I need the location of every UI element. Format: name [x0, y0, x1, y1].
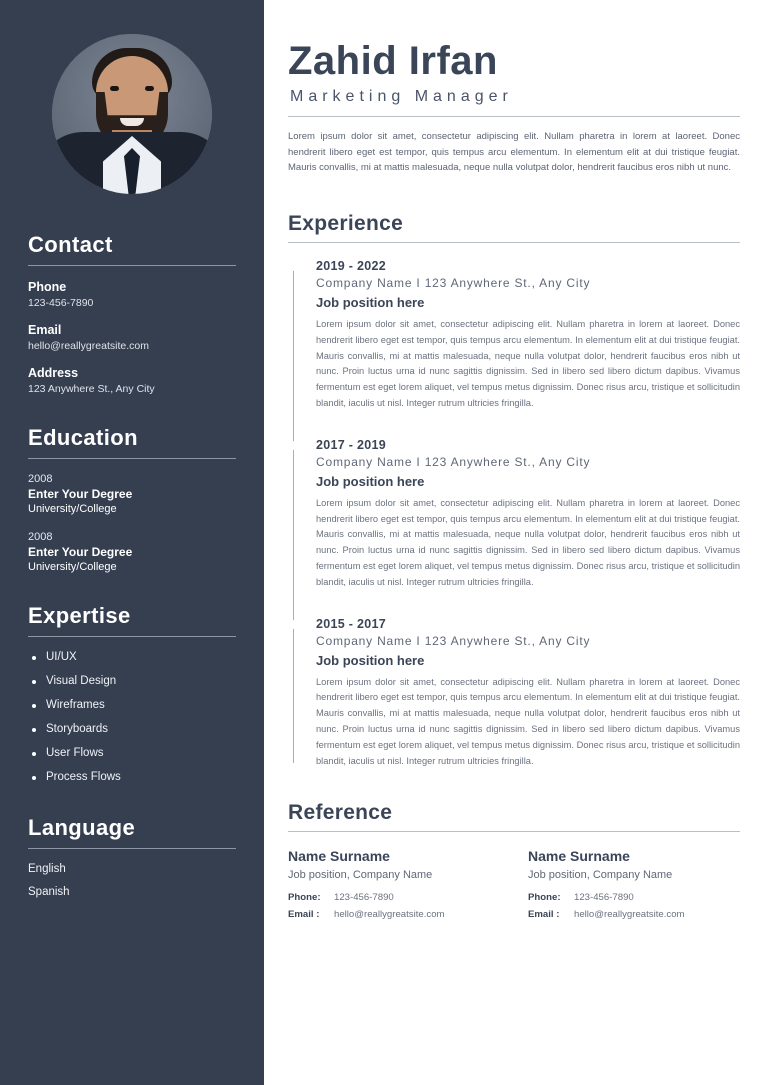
- reference-section: [288, 801, 740, 926]
- education-heading: Education: [28, 425, 138, 450]
- reference-email-line: [528, 909, 740, 920]
- reference-name: Name Surname: [288, 848, 390, 865]
- expertise-section: [28, 603, 236, 783]
- language-heading-rule: [28, 848, 236, 849]
- education-school: University/College: [28, 503, 117, 515]
- page-title: Zahid Irfan: [288, 39, 498, 83]
- experience-description: Lorem ipsum dolor sit amet, consectetur adipiscing elit. Nullam pharetra in lorem at laoreet. Donec hendrerit libero eget est tempor, quis tempus arcu elementum. In elementum elit at dui tristique feugiat. Mauris convallis, mi at mattis malesuada, neque nulla volutpat dolor, hendrerit faucibus eros nibh ut nunc. Proin luctus urna id nunc sagittis dignissim. Sed in libero sed libero dictum dapibus. Vivamus fermentum est eget lorem aliquet, vel tempus metus dignissim. Donec risus arcu, tristique et sollicitudin blandit, iaculis ut nisl. Integer rutrum ultricies fringilla.: [316, 319, 740, 408]
- timeline-dot-icon: [288, 262, 297, 271]
- reference-phone-value: 123-456-7890: [334, 892, 394, 904]
- contact-heading-rule: [28, 265, 236, 266]
- experience-item: [316, 438, 740, 591]
- timeline-dot-icon: [288, 441, 297, 450]
- list-item: UI/UX: [28, 651, 236, 663]
- education-degree: Enter Your Degree: [28, 487, 133, 501]
- education-school: University/College: [28, 561, 117, 573]
- experience-company: Company Name I 123 Anywhere St., Any City: [316, 454, 591, 469]
- reference-name: Name Surname: [528, 848, 630, 865]
- experience-timeline: [288, 259, 740, 769]
- expertise-list: [28, 651, 236, 783]
- experience-section: [288, 212, 740, 769]
- reference-email-label: Email :: [528, 909, 560, 921]
- reference-phone-line: [288, 892, 500, 903]
- education-section: [28, 425, 236, 573]
- reference-phone-line: [528, 892, 740, 903]
- reference-phone-value: 123-456-7890: [574, 892, 634, 904]
- experience-company: Company Name I 123 Anywhere St., Any City: [316, 633, 591, 648]
- contact-item-email: [28, 323, 236, 352]
- header-rule: [288, 116, 740, 117]
- contact-value-email: hello@reallygreatsite.com: [28, 340, 149, 352]
- contact-label-phone: Phone: [28, 280, 67, 294]
- expertise-heading-rule: [28, 636, 236, 637]
- contact-value-address: 123 Anywhere St., Any City: [28, 383, 155, 395]
- experience-item: [316, 617, 740, 770]
- education-year: 2008: [28, 531, 53, 543]
- experience-item: [316, 259, 740, 412]
- experience-years: 2015 - 2017: [316, 616, 387, 631]
- profile-summary: Lorem ipsum dolor sit amet, consectetur adipiscing elit. Nullam pharetra in lorem at laoreet. Donec hendrerit libero eget est tempor, quis tempus arcu elementum. In elementum elit at dui tristique feugiat. Mauris convallis, mi at mattis malesuada, neque nulla volutpat dolor, hendrerit faucibus eros nibh ut nunc.: [288, 131, 740, 174]
- list-item: Process Flows: [28, 771, 236, 783]
- education-heading-rule: [28, 458, 236, 459]
- reference-email-value: hello@reallygreatsite.com: [574, 909, 685, 921]
- contact-item-address: [28, 366, 236, 395]
- education-item: [28, 531, 236, 573]
- reference-item: [288, 848, 500, 926]
- language-section: [28, 815, 236, 898]
- education-degree: Enter Your Degree: [28, 545, 133, 559]
- reference-phone-label: Phone:: [288, 892, 321, 904]
- experience-years: 2019 - 2022: [316, 259, 387, 274]
- portrait-eye-right: [145, 86, 154, 91]
- language-heading: Language: [28, 815, 136, 840]
- experience-title: Job position here: [316, 652, 425, 668]
- contact-item-phone: [28, 280, 236, 309]
- experience-years: 2017 - 2019: [316, 437, 387, 452]
- reference-phone-label: Phone:: [528, 892, 561, 904]
- experience-title: Job position here: [316, 295, 425, 311]
- reference-item: [528, 848, 740, 926]
- expertise-heading: Expertise: [28, 603, 131, 628]
- main-content: [264, 0, 768, 1085]
- reference-heading-rule: [288, 831, 740, 832]
- reference-email-value: hello@reallygreatsite.com: [334, 909, 445, 921]
- list-item: User Flows: [28, 747, 236, 759]
- experience-heading: Experience: [288, 212, 404, 236]
- list-item: Storyboards: [28, 723, 236, 735]
- job-role-subtitle: Marketing Manager: [290, 88, 513, 105]
- language-item: Spanish: [28, 886, 70, 898]
- experience-heading-rule: [288, 242, 740, 243]
- portrait-eye-left: [110, 86, 119, 91]
- experience-title: Job position here: [316, 473, 425, 489]
- contact-heading: Contact: [28, 232, 113, 257]
- contact-value-phone: 123-456-7890: [28, 297, 94, 309]
- education-year: 2008: [28, 473, 53, 485]
- contact-label-address: Address: [28, 366, 79, 380]
- experience-description: Lorem ipsum dolor sit amet, consectetur adipiscing elit. Nullam pharetra in lorem at laoreet. Donec hendrerit libero eget est tempor, quis tempus arcu elementum. In elementum elit at dui tristique feugiat. Mauris convallis, mi at mattis malesuada, neque nulla volutpat dolor, hendrerit faucibus eros nibh ut nunc. Proin luctus urna id nunc sagittis dignissim. Sed in libero sed libero dictum dapibus. Vivamus fermentum est eget lorem aliquet, vel tempus metus dignissim. Donec risus arcu, tristique et sollicitudin blandit, iaculis ut nisl. Integer rutrum ultricies fringilla.: [316, 676, 740, 766]
- contact-label-email: Email: [28, 323, 62, 337]
- language-item: English: [28, 863, 66, 875]
- reference-email-label: Email :: [288, 909, 320, 921]
- list-item: Wireframes: [28, 699, 236, 711]
- experience-company: Company Name I 123 Anywhere St., Any City: [316, 276, 591, 291]
- list-item: Visual Design: [28, 675, 236, 687]
- contact-section: [28, 232, 236, 395]
- reference-grid: [288, 848, 740, 926]
- reference-role: Job position, Company Name: [288, 869, 433, 882]
- reference-heading: Reference: [288, 801, 393, 825]
- reference-email-line: [288, 909, 500, 920]
- experience-description: Lorem ipsum dolor sit amet, consectetur adipiscing elit. Nullam pharetra in lorem at laoreet. Donec hendrerit libero eget est tempor, quis tempus arcu elementum. In elementum elit at dui tristique feugiat. Mauris convallis, mi at mattis malesuada, neque nulla volutpat dolor, hendrerit faucibus eros nibh ut nunc. Proin luctus urna id nunc sagittis dignissim. Sed in libero sed libero dictum dapibus. Vivamus fermentum est eget lorem aliquet, vel tempus metus dignissim. Donec risus arcu, tristique et sollicitudin blandit, iaculis ut nisl. Integer rutrum ultricies fringilla.: [316, 497, 740, 587]
- timeline-dot-icon: [288, 620, 297, 629]
- education-item: [28, 473, 236, 515]
- reference-role: Job position, Company Name: [528, 869, 673, 882]
- sidebar: [0, 0, 264, 1085]
- portrait-illustration: [52, 34, 212, 194]
- avatar: [52, 34, 212, 194]
